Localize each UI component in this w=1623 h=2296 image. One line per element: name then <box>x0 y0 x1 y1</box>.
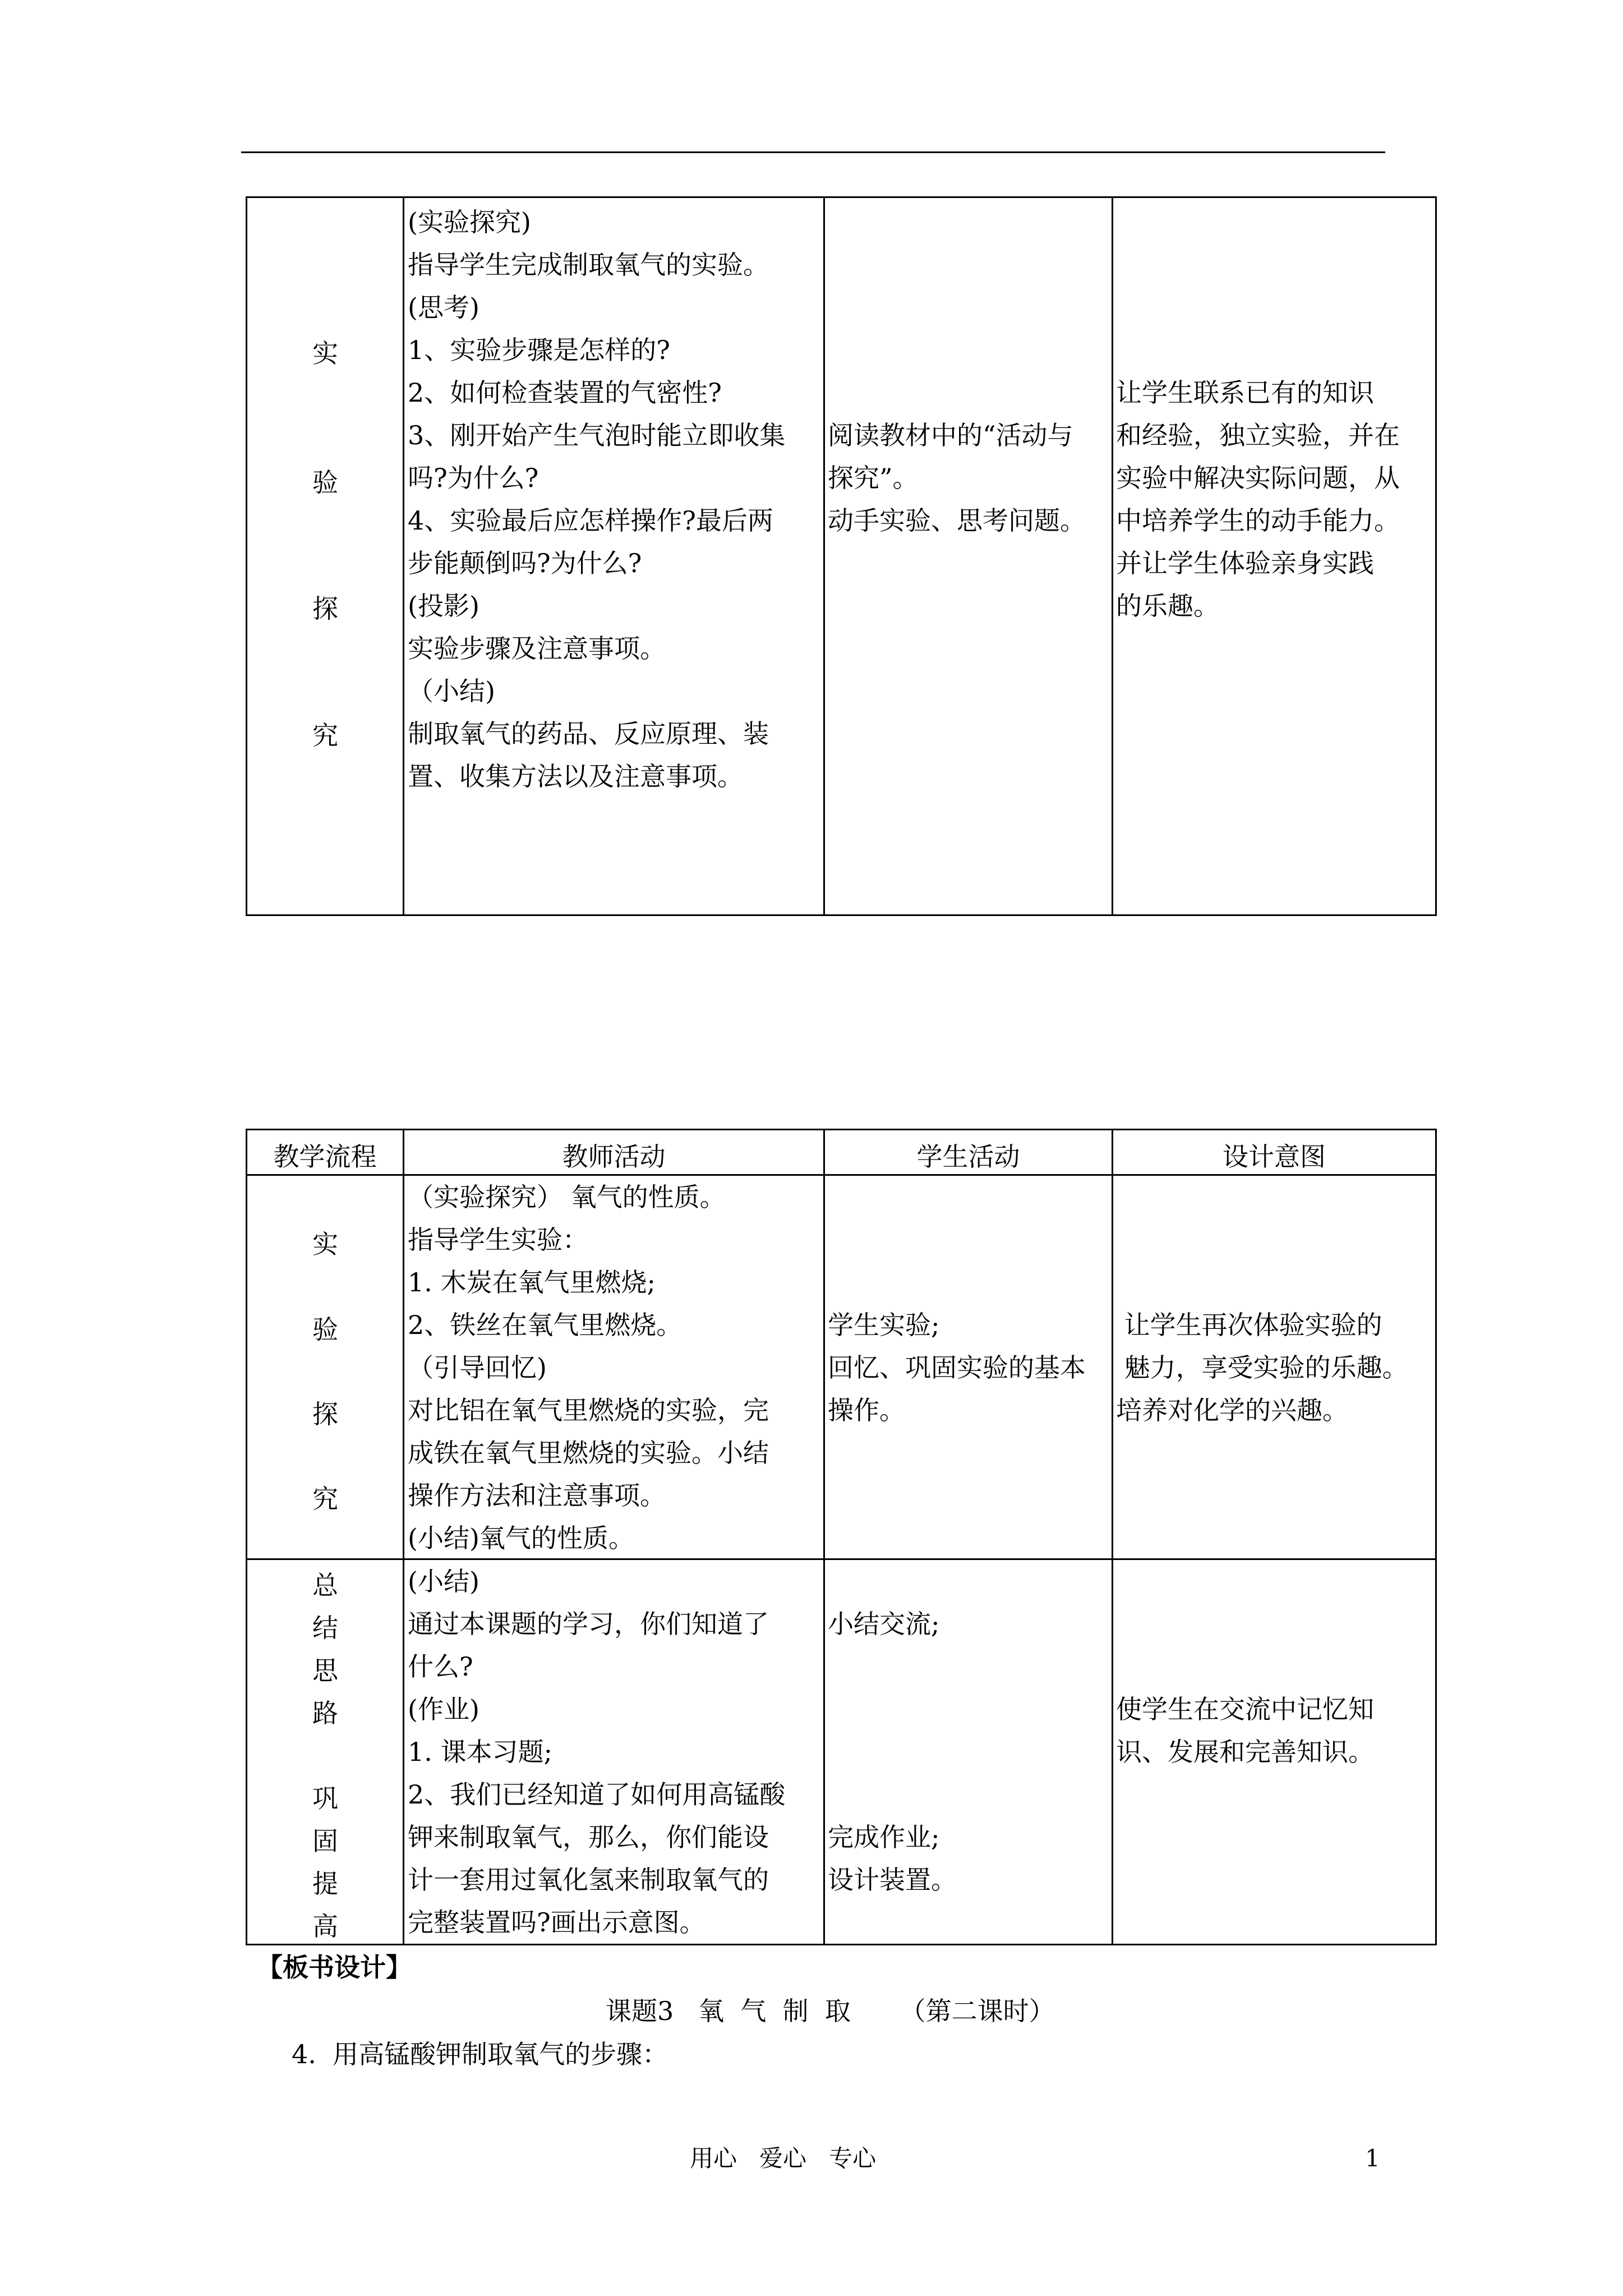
column-header-flow: 教学流程 <box>273 1142 377 1172</box>
table-2-flow-char: 总 <box>312 1570 338 1600</box>
teacher-line: 置、收集方法以及注意事项。 <box>408 761 743 792</box>
design-line: 的乐趣。 <box>1116 591 1219 621</box>
teacher-line: （实验探究） 氧气的性质。 <box>408 1182 726 1212</box>
table-2-row-2-student-summary: 小结交流; <box>828 1609 940 1639</box>
student-line: 探究”。 <box>828 463 919 493</box>
table-1-flow-char: 究 <box>312 720 338 751</box>
design-line: 让学生联系已有的知识 <box>1116 378 1374 408</box>
student-line: 完成作业; <box>828 1822 940 1852</box>
design-line: 中培养学生的动手能力。 <box>1116 505 1400 536</box>
teacher-line: (小结)氧气的性质。 <box>408 1523 634 1553</box>
design-line: 识、发展和完善知识。 <box>1116 1737 1374 1767</box>
student-line: 操作。 <box>828 1395 905 1425</box>
teacher-line: 1. 木炭在氧气里燃烧; <box>408 1267 656 1297</box>
procedure-step: 4. 用高锰酸钾制取氧气的步骤： <box>292 2039 668 2069</box>
table-1-flow-char: 验 <box>312 467 338 498</box>
table-1-student-cell <box>828 414 1086 542</box>
header-rule <box>241 151 1385 153</box>
teacher-line: 指导学生完成制取氧气的实验。 <box>408 250 769 280</box>
teacher-line: 操作方法和注意事项。 <box>408 1480 666 1511</box>
design-line: 使学生在交流中记忆知 <box>1116 1694 1374 1724</box>
teacher-line: (小结) <box>408 1566 479 1596</box>
table-2-flow-char: 思 <box>312 1655 338 1686</box>
teacher-line: 2、铁丝在氧气里燃烧。 <box>408 1310 683 1340</box>
teacher-line: 计一套用过氧化氢来制取氧气的 <box>408 1865 769 1895</box>
teacher-line: 钾来制取氧气，那么，你们能设 <box>408 1822 769 1852</box>
teacher-line: 完整装置吗?画出示意图。 <box>408 1907 706 1938</box>
table-2-col-border <box>823 1129 825 1945</box>
table-1-col-border <box>823 196 825 916</box>
teacher-line: 1、实验步骤是怎样的? <box>408 335 670 365</box>
teacher-line: 什么? <box>408 1651 473 1682</box>
column-header-teacher: 教师活动 <box>562 1142 666 1172</box>
teacher-line: (实验探究) <box>408 207 531 237</box>
table-2-row-1-design-cell <box>1116 1304 1408 1432</box>
table-2-bottom-border <box>246 1944 1437 1945</box>
table-2-flow-char: 探 <box>312 1399 338 1429</box>
teacher-line: 1. 课本习题; <box>408 1737 553 1767</box>
table-2-flow-char: 路 <box>312 1698 338 1728</box>
design-line: 实验中解决实际问题，从 <box>1116 463 1400 493</box>
teacher-line: 2、我们已经知道了如何用高锰酸 <box>408 1779 786 1810</box>
design-line: 魅力，享受实验的乐趣。 <box>1116 1352 1408 1383</box>
lesson-title: 课题3 氧 气 制 取 （第二课时） <box>606 1996 1055 2026</box>
table-2-flow-char: 实 <box>312 1229 338 1259</box>
teacher-line: 2、如何检查装置的气密性? <box>408 378 722 408</box>
table-2-flow-char: 高 <box>312 1911 338 1941</box>
table-1-top-border <box>246 196 1437 198</box>
design-line: 和经验，独立实验，并在 <box>1116 420 1400 450</box>
table-1-col-border <box>1435 196 1437 916</box>
table-2-row-2-design-cell <box>1116 1688 1374 1773</box>
table-2-flow-char: 巩 <box>312 1783 338 1814</box>
teacher-line: 通过本课题的学习，你们知道了 <box>408 1609 769 1639</box>
table-1-teacher-cell <box>408 201 785 798</box>
student-line: 回忆、巩固实验的基本 <box>828 1352 1086 1383</box>
table-2-row-1-teacher-cell <box>408 1176 769 1559</box>
table-2-row-2-teacher-cell <box>408 1560 785 1944</box>
teacher-line: （引导回忆) <box>408 1352 547 1383</box>
teacher-line: 吗?为什么? <box>408 463 539 493</box>
design-line: 并让学生体验亲身实践 <box>1116 548 1374 578</box>
table-1-col-border <box>246 196 247 916</box>
student-line: 动手实验、思考问题。 <box>828 505 1086 536</box>
table-2-flow-char: 结 <box>312 1613 338 1643</box>
design-line: 让学生再次体验实验的 <box>1116 1310 1382 1340</box>
student-line: 阅读教材中的“活动与 <box>828 420 1073 450</box>
student-line: 学生实验; <box>828 1310 940 1340</box>
table-1-flow-char: 实 <box>312 338 338 369</box>
teacher-line: (作业) <box>408 1694 479 1724</box>
column-header-design: 设计意图 <box>1223 1142 1326 1172</box>
table-1-flow-char: 探 <box>312 593 338 624</box>
table-2-top-border <box>246 1129 1437 1130</box>
table-2-flow-char: 提 <box>312 1869 338 1899</box>
teacher-line: (思考) <box>408 292 479 323</box>
table-2-flow-char: 验 <box>312 1314 338 1345</box>
teacher-line: 制取氧气的药品、反应原理、装 <box>408 719 769 749</box>
table-2-col-border <box>1112 1129 1113 1945</box>
design-line: 培养对化学的兴趣。 <box>1116 1395 1348 1425</box>
board-design-heading: 【板书设计】 <box>257 1952 412 1982</box>
table-2-flow-char: 固 <box>312 1826 338 1856</box>
page-number: 1 <box>1365 2145 1380 2172</box>
teacher-line: 4、实验最后应怎样操作?最后两 <box>408 505 773 536</box>
teacher-line: 3、刚开始产生气泡时能立即收集 <box>408 420 786 450</box>
column-header-student: 学生活动 <box>916 1142 1020 1172</box>
table-1-col-border <box>1112 196 1113 916</box>
table-2-row-2-student-cell <box>828 1816 957 1901</box>
table-2-row-1-student-cell <box>828 1304 1086 1432</box>
teacher-line: 实验步骤及注意事项。 <box>408 633 666 664</box>
teacher-line: 对比铝在氧气里燃烧的实验，完 <box>408 1395 769 1425</box>
teacher-line: 步能颠倒吗?为什么? <box>408 548 642 578</box>
table-1-bottom-border <box>246 914 1437 916</box>
table-2-col-border <box>1435 1129 1437 1945</box>
teacher-line: (投影) <box>408 591 479 621</box>
student-line: 设计装置。 <box>828 1865 957 1895</box>
teacher-line: （小结) <box>408 676 495 706</box>
footer-motto: 用心 爱心 专心 <box>690 2145 877 2172</box>
teacher-line: 成铁在氧气里燃烧的实验。小结 <box>408 1438 769 1468</box>
table-1-col-border <box>403 196 404 916</box>
table-2-flow-char: 究 <box>312 1484 338 1514</box>
table-1-design-cell <box>1116 371 1400 627</box>
teacher-line: 指导学生实验： <box>408 1225 588 1255</box>
